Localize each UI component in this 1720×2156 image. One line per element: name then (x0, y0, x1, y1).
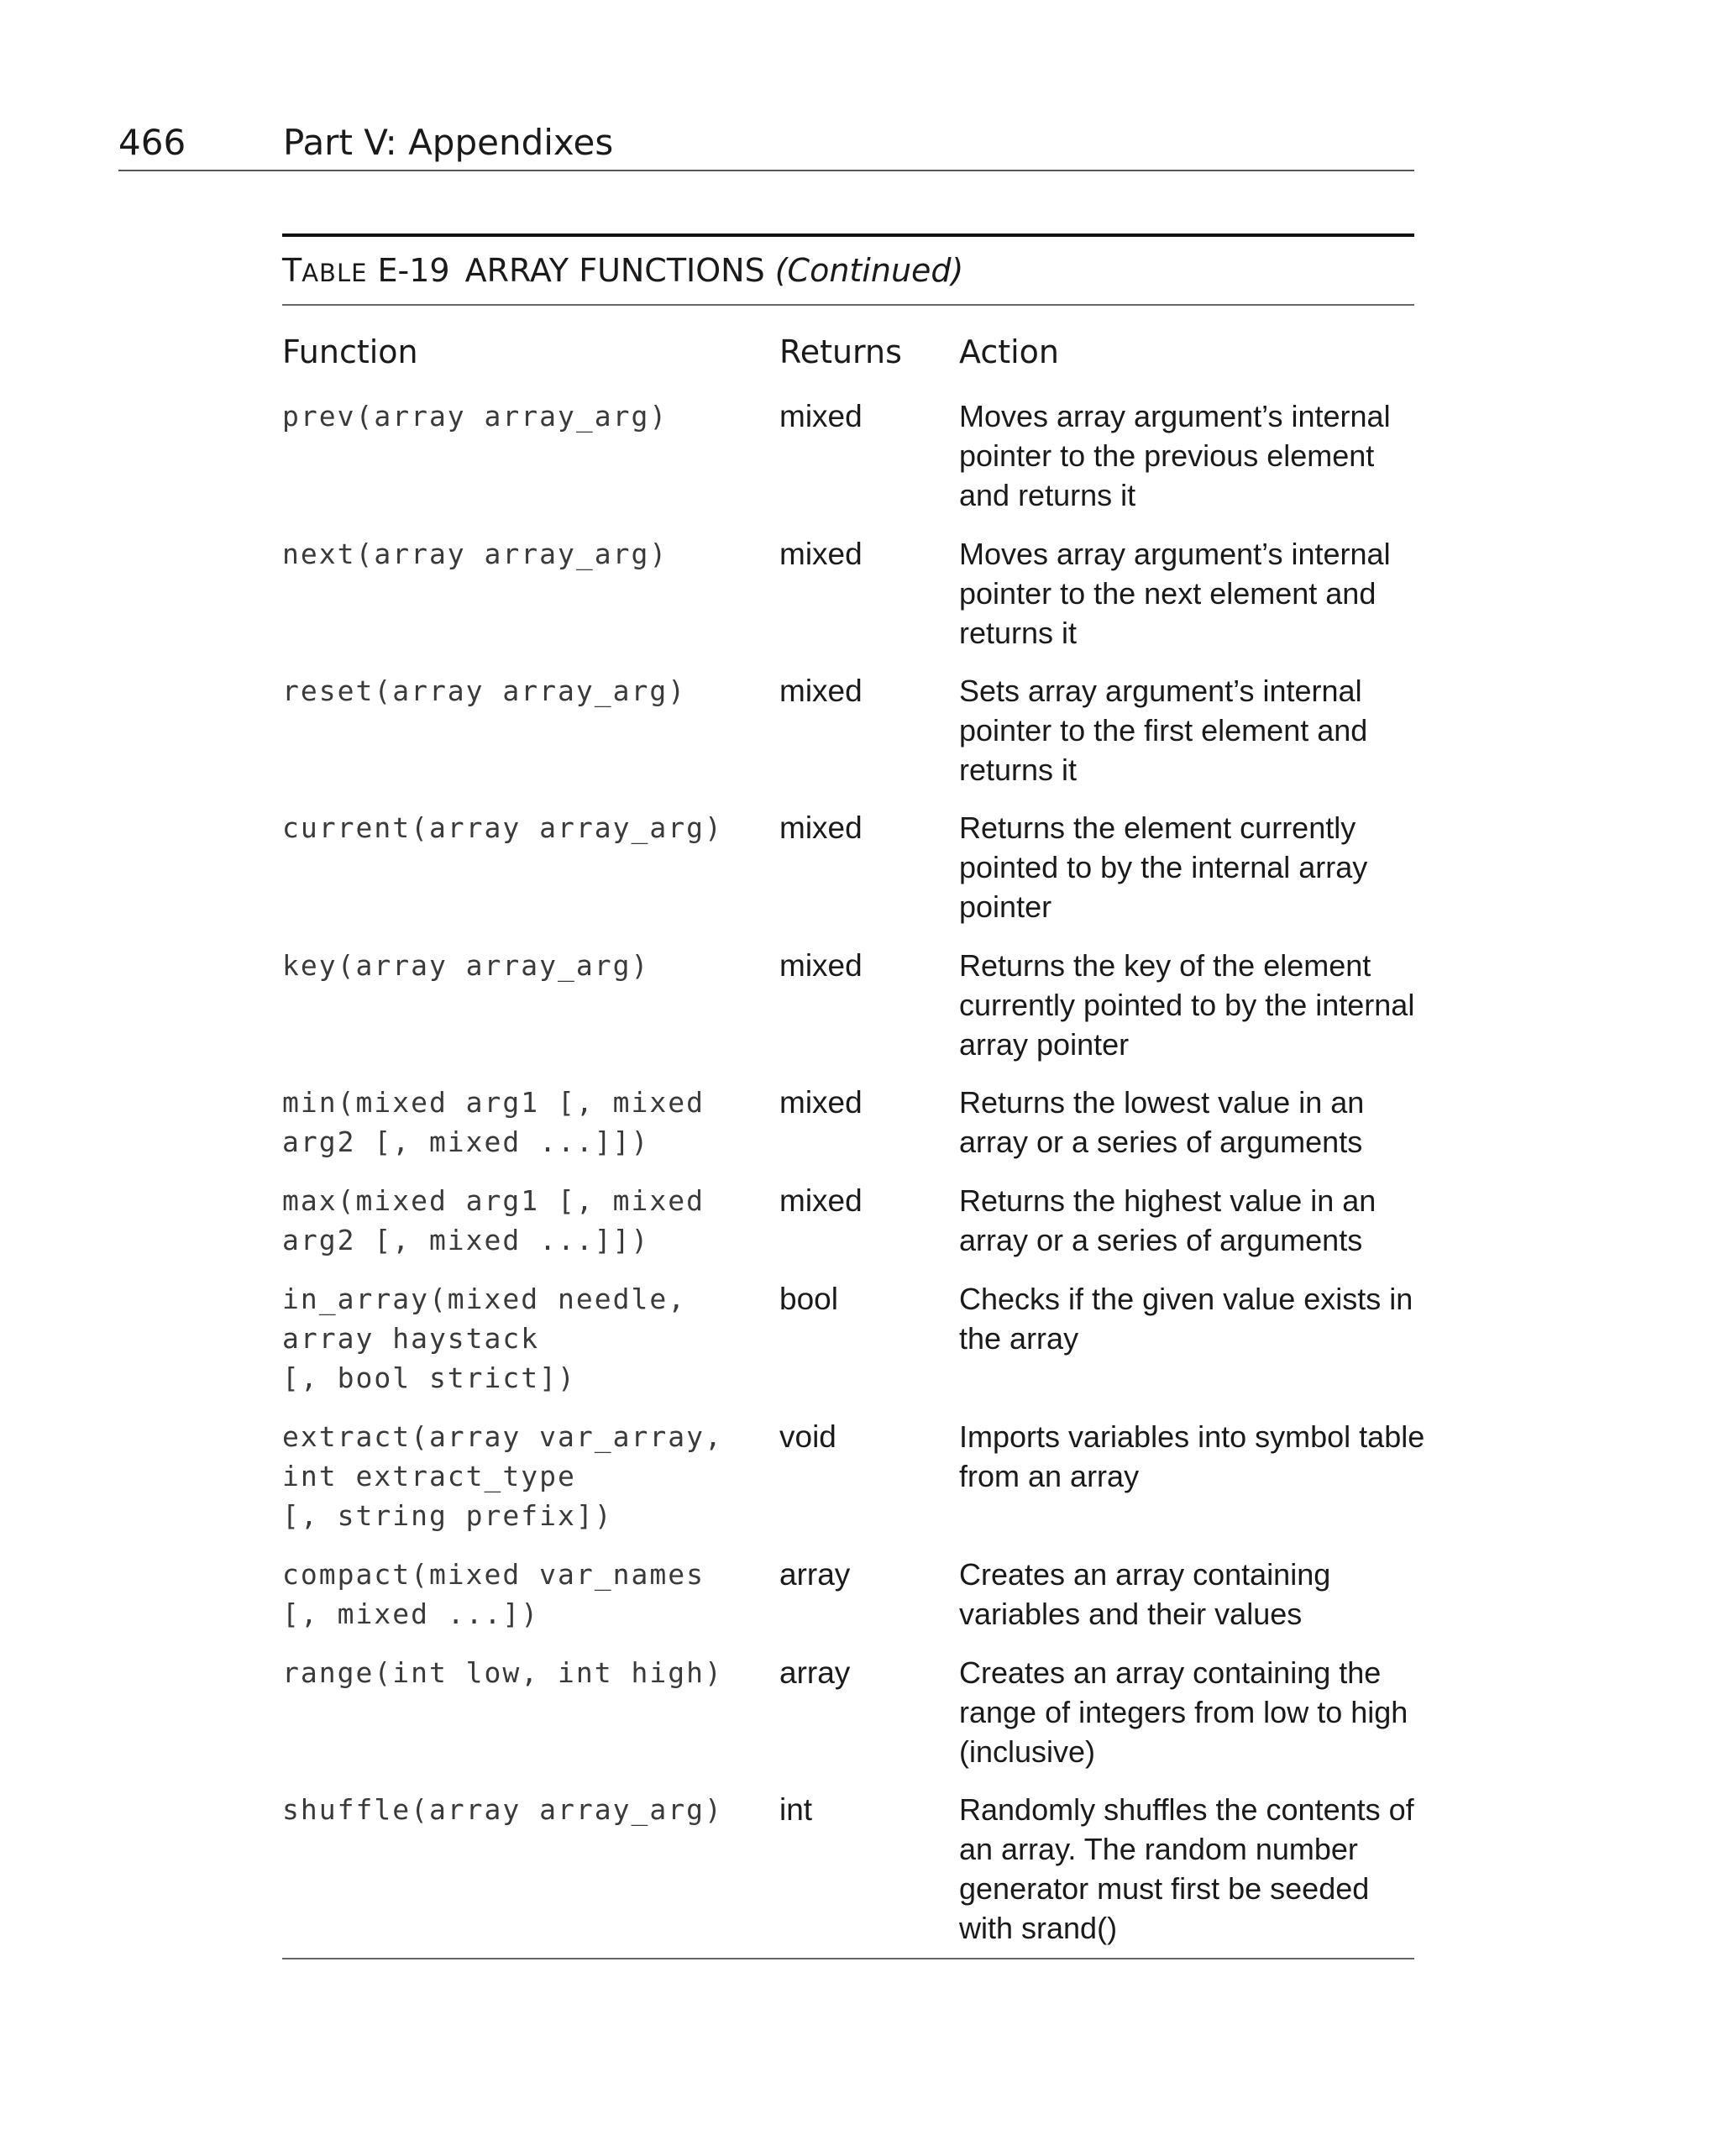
table-bottom-rule (282, 1958, 1414, 1959)
table-row (282, 1083, 1414, 1181)
action-description: Returns the element currently pointed to by the internal array pointer (959, 810, 1368, 924)
table-row (282, 671, 1414, 808)
column-header-returns: Returns (779, 333, 902, 370)
function-signature: shuffle(array array_arg) (282, 1793, 723, 1826)
table-row (282, 808, 1414, 946)
action-description: Imports variables into symbol table from an array (959, 1419, 1425, 1493)
table-row (282, 1653, 1414, 1790)
action-description: Moves array argument’s internal pointer to the next element and returns it (959, 537, 1391, 650)
part-title: Part V: Appendixes (283, 122, 614, 163)
function-signature: extract(array var_array, int extract_type [, string prefix]) (282, 1420, 723, 1532)
table-label (282, 252, 450, 289)
return-type: bool (779, 1282, 838, 1316)
return-type: mixed (779, 810, 863, 845)
table-column-headers (282, 306, 1414, 396)
table-row (282, 1181, 1414, 1279)
function-signature: range(int low, int high) (282, 1656, 723, 1689)
table-row (282, 1279, 1414, 1417)
function-signature: key(array array_arg) (282, 949, 650, 982)
table-row (282, 946, 1414, 1083)
return-type: mixed (779, 674, 863, 708)
function-signature: max(mixed arg1 [, mixed arg2 [, mixed ...]]) (282, 1184, 705, 1256)
table-row (282, 534, 1414, 671)
action-description: Returns the highest value in an array or a series of arguments (959, 1183, 1377, 1257)
action-description: Creates an array containing variables and their values (959, 1557, 1331, 1631)
table-row (282, 1555, 1414, 1653)
return-type: mixed (779, 399, 863, 433)
table-label-smallcaps: ABLE (302, 259, 368, 287)
function-signature: next(array array_arg) (282, 538, 669, 570)
function-signature: in_array(mixed needle, array haystack [, bool strict]) (282, 1283, 687, 1394)
return-type: array (779, 1655, 851, 1690)
return-type: void (779, 1419, 836, 1454)
table-label-initial: T (282, 252, 302, 289)
table-row (282, 1790, 1414, 1945)
action-description: Creates an array containing the range of integers from low to high (inclusive) (959, 1655, 1408, 1769)
column-header-function: Function (282, 333, 418, 370)
page-header (118, 118, 1414, 171)
function-signature: current(array array_arg) (282, 811, 723, 844)
return-type: mixed (779, 537, 863, 571)
column-header-action: Action (959, 333, 1060, 370)
table-caption (282, 237, 1414, 306)
action-description: Returns the key of the element currently pointed to by the internal array pointer (959, 948, 1415, 1062)
return-type: array (779, 1557, 851, 1592)
return-type: int (779, 1792, 813, 1827)
table-row (282, 1417, 1425, 1555)
function-signature: prev(array array_arg) (282, 400, 669, 433)
action-description: Returns the lowest value in an array or a series of arguments (959, 1085, 1365, 1159)
table-continued: (Continued) (774, 252, 964, 289)
function-signature: compact(mixed var_names [, mixed ...]) (282, 1558, 705, 1630)
table-label-number: E-19 (377, 252, 450, 289)
return-type: mixed (779, 1183, 863, 1218)
function-signature: reset(array array_arg) (282, 674, 687, 707)
array-functions-table (282, 233, 1425, 1945)
function-signature: min(mixed arg1 [, mixed arg2 [, mixed ...]]) (282, 1086, 705, 1158)
action-description: Randomly shuffles the contents of an array. The random number generator must first be seeded with srand() (959, 1792, 1414, 1945)
page-number: 466 (118, 122, 186, 163)
table-title: ARRAY FUNCTIONS (464, 252, 765, 289)
action-description: Checks if the given value exists in the array (959, 1282, 1413, 1356)
action-description: Moves array argument’s internal pointer to the previous element and returns it (959, 399, 1391, 512)
action-description: Sets array argument’s internal pointer to the first element and returns it (959, 674, 1368, 787)
table-row (282, 396, 1414, 534)
return-type: mixed (779, 1085, 863, 1120)
return-type: mixed (779, 948, 863, 983)
